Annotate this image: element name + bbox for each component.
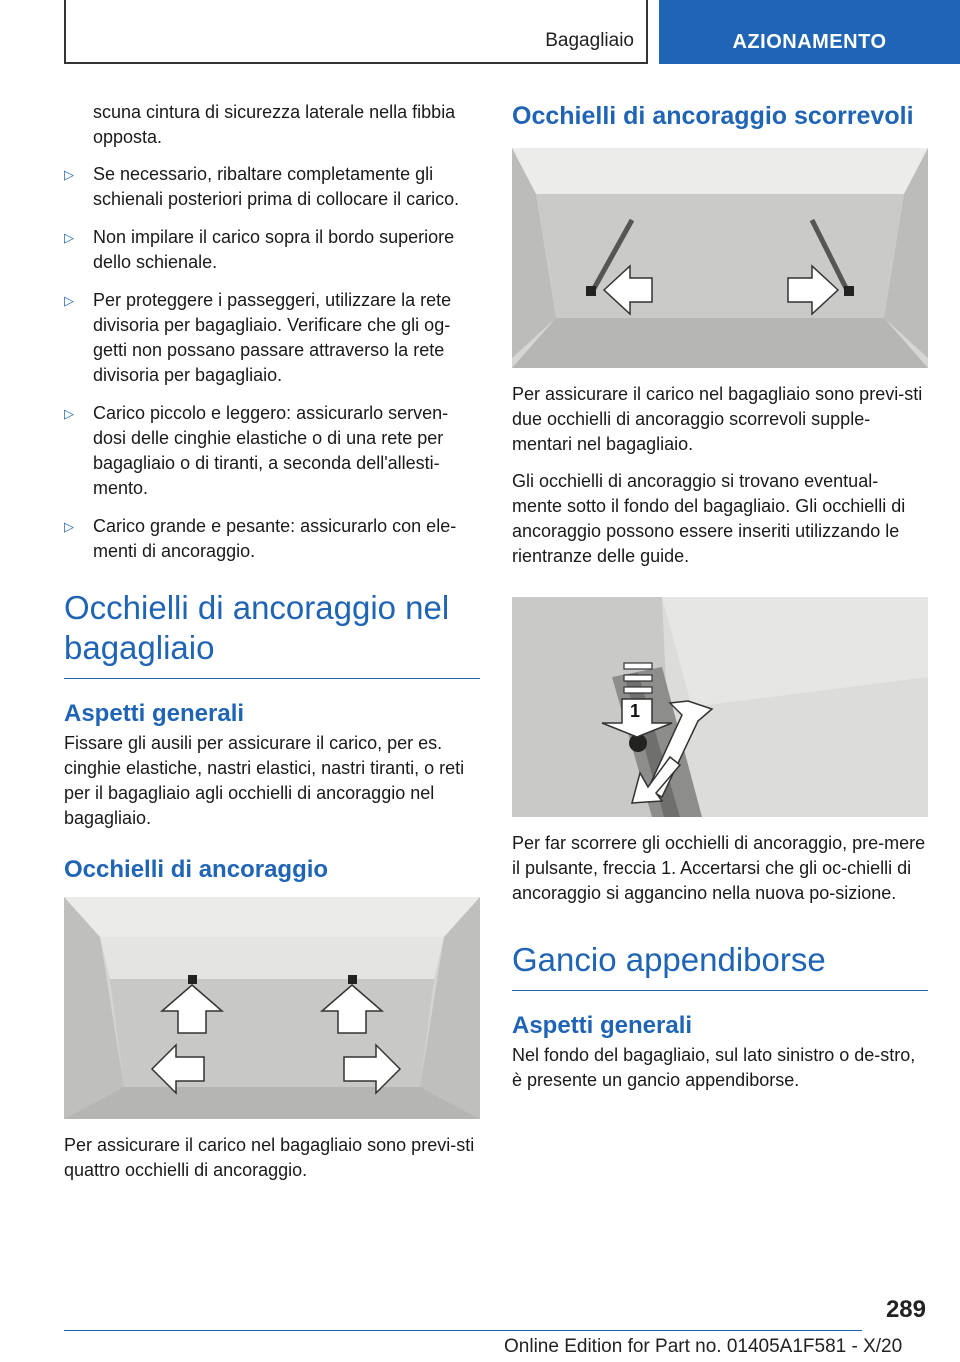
triangle-bullet-icon: ▷ <box>64 406 74 421</box>
footer-divider <box>64 1330 862 1331</box>
bullet-item: ▷ Carico grande e pesante: assicurarlo con ele-menti di ancoraggio. <box>64 516 457 561</box>
triangle-bullet-icon: ▷ <box>64 293 74 308</box>
trunk-sliding-eyelets-image <box>512 148 928 368</box>
header-section-box <box>64 0 648 64</box>
triangle-bullet-icon: ▷ <box>64 519 74 534</box>
continued-text: scuna cintura di sicurezza laterale nella fibbia opposta. <box>93 102 456 147</box>
triangle-bullet-icon: ▷ <box>64 230 74 245</box>
paragraph-bag-hook: Nel fondo del bagagliaio, sul lato sinistro o de-stro, è presente un gancio appendiborse. <box>512 1045 916 1090</box>
bullet-item: ▷ Se necessario, ribaltare completamente gli schienali posteriori prima di collocare il carico. <box>64 164 460 209</box>
left-column <box>64 100 480 1195</box>
section-title: Bagagliaio <box>545 30 634 51</box>
trunk-four-eyelets-image <box>64 897 480 1119</box>
paragraph-slide-instructions: Per far scorrere gli occhielli di ancoraggio, pre-mere il pulsante, freccia 1. Accertarsi che gli oc-chielli di ancoraggio si aggancino nella nuova po-sizione. <box>512 833 926 903</box>
subheading-eyelets: Occhielli di ancoraggio <box>64 856 329 883</box>
subheading-general: Aspetti generali <box>64 700 245 727</box>
subheading-general-right: Aspetti generali <box>512 1012 693 1039</box>
paragraph-sliding-2: Gli occhielli di ancoraggio si trovano eventual-mente sotto il fondo del bagagliaio. Gli occhielli di ancoraggio possono essere inseriti utilizzando le rientranze delle guide. <box>512 471 906 566</box>
bullet-list <box>64 162 480 564</box>
bullet-item: ▷ Carico piccolo e leggero: assicurarlo serven-dosi delle cinghie elastiche o di una rete per bagagliaio o di tiranti, a seconda dell'allesti-mento. <box>64 403 449 498</box>
right-column <box>512 100 928 1105</box>
subheading-sliding-eyelets: Occhielli di ancoraggio scorrevoli <box>512 102 914 130</box>
paragraph-sliding-1: Per assicurare il carico nel bagagliaio sono previ-sti due occhielli di ancoraggio scorrevoli supple-mentari nel bagagliaio. <box>512 384 923 454</box>
section-heading-anchor-eyelets: Occhielli di ancoraggio nel bagagliaio <box>64 588 480 679</box>
section-heading-bag-hook: Gancio appendiborse <box>512 940 928 991</box>
paragraph-general: Fissare gli ausili per assicurare il carico, per es. cinghie elastiche, nastri elastici, nastri tiranti, o reti per il bagagliaio agli occhielli di ancoraggio nel bagagliaio. <box>64 733 465 828</box>
chapter-tab[interactable]: AZIONAMENTO <box>659 0 960 64</box>
callout-number: 1 <box>630 701 641 721</box>
bullet-item: ▷ Non impilare il carico sopra il bordo superiore dello schienale. <box>64 227 455 272</box>
triangle-bullet-icon: ▷ <box>64 167 74 182</box>
sliding-eyelet-detail-image <box>512 597 928 817</box>
paragraph-eyelets: Per assicurare il carico nel bagagliaio sono previ-sti quattro occhielli di ancoraggio. <box>64 1135 475 1180</box>
bullet-item: ▷ Per proteggere i passeggeri, utilizzare la rete divisoria per bagagliaio. Verificare che gli og-getti non possano passare attraverso la rete divisoria per bagagliaio. <box>64 290 452 385</box>
page-number: 289 <box>885 1296 926 1323</box>
footer-edition: Online Edition for Part no. 01405A1F581 - X/20 <box>504 1336 903 1357</box>
